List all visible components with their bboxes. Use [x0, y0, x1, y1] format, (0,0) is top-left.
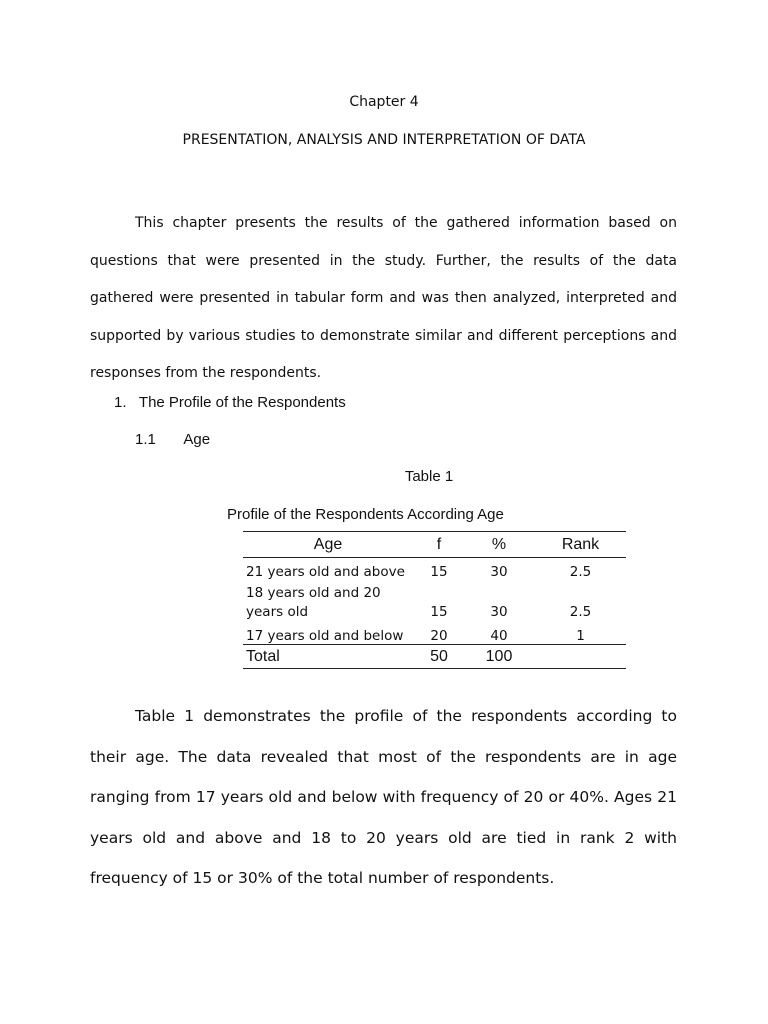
section-heading-profile	[114, 394, 346, 411]
cell-percent: 30	[490, 564, 508, 580]
total-percent: 100	[463, 645, 535, 669]
cell-rank: 2.5	[569, 564, 592, 580]
subsection-heading-age	[135, 431, 210, 448]
table-header-row	[243, 532, 626, 558]
cell-frequency: 15	[430, 604, 448, 620]
chapter-title: PRESENTATION, ANALYSIS AND INTERPRETATION OF DATA	[182, 132, 586, 148]
cell-rank: 1	[576, 628, 585, 644]
subsection-title: Age	[183, 431, 211, 448]
section-number: 1.	[114, 394, 127, 411]
header-frequency: f	[415, 532, 463, 558]
cell-age: 21 years old and above	[246, 564, 405, 580]
cell-frequency: 15	[430, 564, 448, 580]
total-frequency: 50	[415, 645, 463, 669]
total-label: Total	[243, 645, 415, 669]
table-caption: Profile of the Respondents According Age	[227, 506, 504, 523]
table-row	[243, 580, 626, 622]
total-rank	[535, 645, 626, 669]
header-rank: Rank	[535, 532, 626, 558]
cell-age: 17 years old and below	[246, 628, 404, 644]
header-percent: %	[463, 532, 535, 558]
table-total-row	[243, 645, 626, 669]
table-row	[243, 558, 626, 581]
cell-frequency: 20	[430, 628, 448, 644]
header-age: Age	[243, 532, 415, 558]
cell-percent: 30	[490, 604, 508, 620]
chapter-number: Chapter 4	[349, 94, 419, 110]
profile-table	[243, 531, 626, 669]
cell-age: 18 years old and 20 years old	[246, 585, 381, 620]
subsection-number: 1.1	[135, 431, 156, 448]
analysis-paragraph: Table 1 demonstrates the profile of the respondents according to their age. The data revealed that most of the respondents are in age ranging from 17 years old and below with frequency of 20 or 40%. Ages 21 years old and above and 18 to 20 years old are tied in rank 2 with frequency of 15 or 30% of the total number of respondents.	[90, 707, 677, 887]
intro-paragraph: This chapter presents the results of the gathered information based on questions that were presented in the study. Further, the results of the data gathered were presented in tabular form and was then analyzed, interpreted and supported by various studies to demonstrate similar and different perceptions and responses from the respondents.	[90, 215, 677, 381]
section-title: The Profile of the Respondents	[138, 394, 346, 411]
cell-percent: 40	[490, 628, 508, 644]
table-label: Table 1	[404, 468, 454, 485]
cell-rank: 2.5	[569, 604, 592, 620]
table-row	[243, 622, 626, 645]
